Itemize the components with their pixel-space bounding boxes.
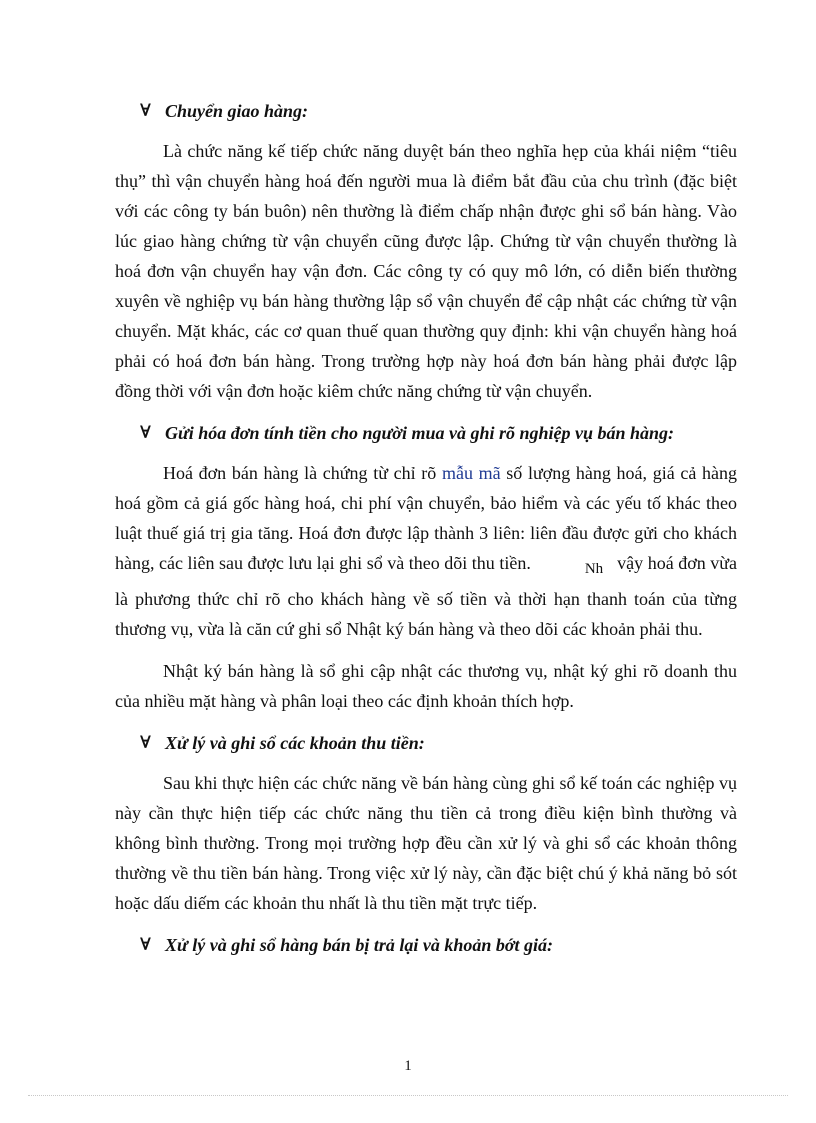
section-heading-xu-ly-thu-tien bbox=[115, 728, 737, 758]
section-heading-hang-bi-tra-lai bbox=[115, 930, 737, 960]
paragraph-text: Hoá đơn bán hàng là chứng từ chỉ rõ bbox=[163, 463, 442, 483]
paragraph: Nhật ký bán hàng là sổ ghi cập nhật các thương vụ, nhật ký ghi rõ doanh thu của nhiều mặt hàng và phân loại theo các định khoản thích hợp. bbox=[115, 661, 737, 711]
check-arrow-icon: ∀ bbox=[140, 935, 151, 954]
paragraph bbox=[115, 458, 737, 644]
section-heading-text: Gửi hóa đơn tính tiền cho người mua và ghi rõ nghiệp vụ bán hàng: bbox=[165, 423, 675, 443]
check-arrow-icon: ∀ bbox=[140, 733, 151, 752]
section-heading-text: Chuyển giao hàng: bbox=[165, 101, 309, 121]
paragraph: Sau khi thực hiện các chức năng về bán hàng cùng ghi sổ kế toán các nghiệp vụ này cần thực hiện tiếp các chức năng thu tiền cả trong điều kiện bình thường và không bình thường. Trong mọi trường hợp đều cần xử lý và ghi sổ các khoản thông thường về thu tiền bán hàng. Trong việc xử lý này, cần đặc biệt chú ý khả năng bỏ sót hoặc dấu diếm các khoản thu nhất là thu tiền mặt trực tiếp. bbox=[115, 773, 737, 913]
check-arrow-icon: ∀ bbox=[140, 101, 151, 120]
document-body bbox=[115, 96, 737, 960]
paragraph-text: vậy hoá đơn vừa là phương thức chỉ rõ cho khách hàng về số tiền và thời hạn thanh toán của từng thương vụ, vừa là căn cứ ghi sổ Nhật ký bán hàng và theo dõi các khoản phải thu. bbox=[115, 553, 738, 639]
inline-fragment: Nh bbox=[584, 561, 604, 577]
section-heading-text: Xử lý và ghi sổ hàng bán bị trả lại và khoản bớt giá: bbox=[165, 935, 553, 955]
mau-ma-link[interactable]: mẫu mã bbox=[441, 463, 501, 483]
section-heading-text: Xử lý và ghi sổ các khoản thu tiền: bbox=[165, 733, 425, 753]
paragraph-text: số lượng hàng hoá, giá cả hàng hoá gồm cả giá gốc hàng hoá, chi phí vận chuyển, bảo hiểm và các yếu tố khác theo luật thuế giá trị gia tăng. Hoá đơn được lập thành 3 liên: liên đầu được gửi cho khách hàng, các liên sau được lưu lại ghi sổ và theo dõi thu tiền. bbox=[115, 463, 738, 573]
paragraph: Là chức năng kế tiếp chức năng duyệt bán theo nghĩa hẹp của khái niệm “tiêu thụ” thì vận chuyển hàng hoá đến người mua là điểm bắt đầu của chu trình (đặc biệt với các công ty bán buôn) nên thường là điểm chấp nhận được ghi sổ bán hàng. Vào lúc giao hàng chứng từ vận chuyển cũng được lập. Chứng từ vận chuyển thường là hoá đơn vận chuyển hay vận đơn. Các công ty có quy mô lớn, có diễn biến thường xuyên về nghiệp vụ bán hàng thường lập sổ vận chuyển để cập nhật các chứng từ vận chuyển. Mặt khác, các cơ quan thuế quan thường quy định: khi vận chuyển hàng hoá phải có hoá đơn bán hàng. Trong trường hợp này hoá đơn bán hàng phải được lập đồng thời với vận đơn hoặc kiêm chức năng chứng từ vận chuyển. bbox=[115, 141, 737, 401]
page-number: 1 bbox=[404, 1058, 412, 1074]
section-heading-chuyen-giao-hang bbox=[115, 96, 737, 126]
check-arrow-icon: ∀ bbox=[140, 423, 151, 442]
footer-divider bbox=[28, 1095, 788, 1096]
section-heading-gui-hoa-don bbox=[115, 418, 737, 448]
